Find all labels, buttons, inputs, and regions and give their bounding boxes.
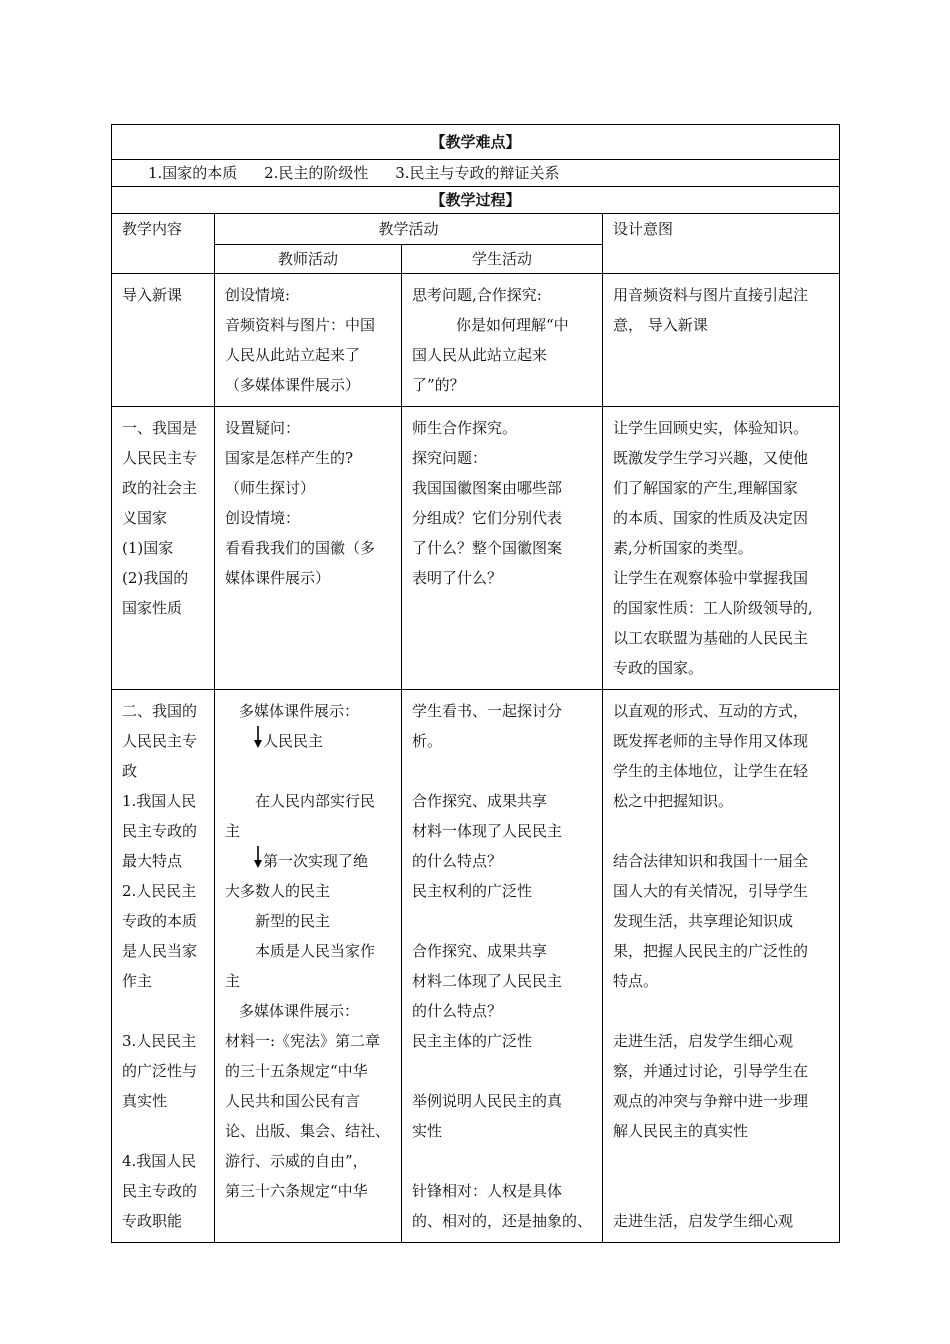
intent-line: 素,分析国家的类型。 — [613, 539, 753, 557]
teacher-line: 大多数人的民主 — [225, 882, 331, 900]
content-line: 是人民当家 — [122, 942, 198, 960]
row3-teacher — [215, 690, 402, 1243]
intent-line: 意， 导入新课 — [613, 316, 708, 334]
spacer — [613, 816, 833, 846]
difficulty-item: 2.民主的阶级性 — [264, 164, 369, 182]
intent-line: 既激发学生学习兴趣，又使他 — [613, 449, 809, 467]
difficulty-item: 3.民主与专政的辩证关系 — [395, 164, 560, 182]
intent-line: 果，把握人民民主的广泛性的 — [613, 942, 809, 960]
teacher-line: 设置疑问： — [225, 419, 301, 437]
intent-line: 特点。 — [613, 972, 659, 990]
spacer — [412, 1146, 596, 1176]
student-line: 表明了什么？ — [412, 569, 503, 587]
teacher-line-text: 人民民主 — [263, 732, 324, 750]
teacher-line: 人民共和国公民有言 — [225, 1092, 361, 1110]
table-row — [112, 274, 840, 407]
down-arrow-icon — [253, 846, 263, 870]
content-line: 人民民主专 — [122, 449, 198, 467]
teacher-line: （师生探讨） — [225, 479, 316, 497]
student-line: 析。 — [412, 732, 443, 750]
teacher-line: 看看我我们的国徽（多 — [225, 539, 376, 557]
content-line: 民主专政的 — [122, 822, 198, 840]
spacer — [613, 1146, 833, 1176]
content-line: 导入新课 — [122, 286, 183, 304]
student-line: 学生看书、一起探讨分 — [412, 702, 563, 720]
difficulty-title: 【教学难点】 — [112, 125, 840, 160]
content-line: 作主 — [122, 972, 153, 990]
spacer — [613, 1176, 833, 1206]
content-line: 一、我国是 — [122, 419, 198, 437]
teacher-line: 国家是怎样产生的? — [225, 449, 354, 467]
row1-teacher — [215, 274, 402, 407]
header-teacher: 教师活动 — [215, 245, 402, 274]
teacher-line: 材料一:《宪法》第二章 — [225, 1032, 381, 1050]
student-line: 举例说明人民民主的真 — [412, 1092, 563, 1110]
intent-line: 国人大的有关情况，引导学生 — [613, 882, 809, 900]
teacher-line: 第三十六条规定“中华 — [225, 1182, 368, 1200]
content-line: 政的社会主 — [122, 479, 198, 497]
header-student: 学生活动 — [402, 245, 603, 274]
table-row — [112, 690, 840, 1243]
content-line: 4.我国人民 — [122, 1152, 197, 1170]
teacher-line: 本质是人民当家作 — [255, 942, 376, 960]
student-line: 合作探究、成果共享 — [412, 792, 548, 810]
content-line: 二、我国的 — [122, 702, 198, 720]
table-row — [112, 407, 840, 690]
teacher-line: 的三十五条规定“中华 — [225, 1062, 368, 1080]
row1-student — [402, 274, 603, 407]
down-arrow-icon — [253, 726, 263, 750]
student-line: 我国国徽图案由哪些部 — [412, 479, 563, 497]
student-line: 实性 — [412, 1122, 443, 1140]
content-line: 政 — [122, 762, 138, 780]
intent-line: 解人民民主的真实性 — [613, 1122, 749, 1140]
teacher-line: 游行、示威的自由”， — [225, 1152, 368, 1170]
content-line: 国家性质 — [122, 599, 183, 617]
lesson-plan-table — [111, 124, 840, 1243]
intent-line: 结合法律知识和我国十一届全 — [613, 852, 809, 870]
intent-line: 的国家性质：工人阶级领导的, — [613, 599, 813, 617]
spacer — [412, 906, 596, 936]
teacher-line: 创设情境: — [225, 286, 291, 304]
row2-content — [112, 407, 215, 690]
teacher-line: 人民从此站立起来了 — [225, 346, 361, 364]
student-line: 的、相对的，还是抽象的、 — [412, 1212, 593, 1230]
student-line: 探究问题： — [412, 449, 488, 467]
intent-line: 让学生回顾史实，体验知识。 — [613, 419, 809, 437]
intent-line: 让学生在观察体验中掌握我国 — [613, 569, 809, 587]
student-line: 思考问题,合作探究: — [412, 286, 542, 304]
row3-student — [402, 690, 603, 1243]
student-line: 民主权利的广泛性 — [412, 882, 533, 900]
content-line: (1)国家 — [122, 539, 174, 557]
spacer — [412, 756, 596, 786]
intent-line: 既发挥老师的主导作用又体现 — [613, 732, 809, 750]
intent-line: 以直观的形式、互动的方式， — [613, 702, 809, 720]
teacher-line: 多媒体课件展示： — [239, 1002, 360, 1020]
student-line: 合作探究、成果共享 — [412, 942, 548, 960]
row1-content — [112, 274, 215, 407]
header-intent: 设计意图 — [603, 214, 840, 274]
intent-line: 以工农联盟为基础的人民民主 — [613, 629, 809, 647]
teacher-line: 音频资料与图片：中国 — [225, 316, 376, 334]
row2-student — [402, 407, 603, 690]
student-line: 分组成？它们分别代表 — [412, 509, 563, 527]
header-content: 教学内容 — [112, 214, 215, 274]
intent-line: 走进生活，启发学生细心观 — [613, 1212, 794, 1230]
teacher-line-text: 第一次实现了绝 — [263, 852, 369, 870]
content-line: 3.人民民主 — [122, 1032, 197, 1050]
content-line: 民主专政的 — [122, 1182, 198, 1200]
teacher-line: 论、出版、集会、结社、 — [225, 1122, 391, 1140]
student-line: 民主主体的广泛性 — [412, 1032, 533, 1050]
content-line: (2)我国的 — [122, 569, 189, 587]
content-line: 专政职能 — [122, 1212, 183, 1230]
student-line: 国人民从此站立起来 — [412, 346, 548, 364]
student-line: 师生合作探究。 — [412, 419, 518, 437]
student-line: 材料二体现了人民民主 — [412, 972, 563, 990]
spacer — [412, 1056, 596, 1086]
intent-line: 松之中把握知识。 — [613, 792, 734, 810]
row1-intent — [603, 274, 840, 407]
spacer — [225, 756, 395, 786]
teacher-line: 创设情境： — [225, 509, 301, 527]
row3-intent — [603, 690, 840, 1243]
intent-line: 的本质、国家的性质及决定因 — [613, 509, 809, 527]
teacher-line: （多媒体课件展示） — [225, 376, 361, 394]
spacer — [122, 996, 208, 1026]
teacher-line-arrow — [225, 846, 395, 876]
intent-line: 们了解国家的产生,理解国家 — [613, 479, 798, 497]
teacher-line: 主 — [225, 972, 241, 990]
content-line: 最大特点 — [122, 852, 183, 870]
content-line: 义国家 — [122, 509, 168, 527]
row3-content — [112, 690, 215, 1243]
content-line: 专政的本质 — [122, 912, 198, 930]
content-line: 人民民主专 — [122, 732, 198, 750]
intent-line: 察，并通过讨论，引导学生在 — [613, 1062, 809, 1080]
student-line: 的什么特点？ — [412, 852, 503, 870]
student-line: 了”的？ — [412, 376, 465, 394]
student-line: 了什么？整个国徽图案 — [412, 539, 563, 557]
content-line: 真实性 — [122, 1092, 168, 1110]
intent-line: 用音频资料与图片直接引起注 — [613, 286, 809, 304]
teacher-line: 多媒体课件展示： — [239, 702, 360, 720]
teacher-line: 在人民内部实行民 — [255, 792, 376, 810]
difficulty-item: 1.国家的本质 — [148, 164, 238, 182]
teacher-line-arrow — [225, 726, 395, 756]
intent-line: 学生的主体地位，让学生在轻 — [613, 762, 809, 780]
intent-line: 发现生活，共享理论知识成 — [613, 912, 794, 930]
intent-line: 走进生活，启发学生细心观 — [613, 1032, 794, 1050]
student-line: 材料一体现了人民民主 — [412, 822, 563, 840]
content-line: 1.我国人民 — [122, 792, 197, 810]
student-line: 针锋相对：人权是具体 — [412, 1182, 563, 1200]
row2-teacher — [215, 407, 402, 690]
student-line: 的什么特点？ — [412, 1002, 503, 1020]
difficulty-items — [112, 160, 840, 187]
student-line: 你是如何理解“中 — [456, 316, 569, 334]
intent-line: 观点的冲突与争辩中进一步理 — [613, 1092, 809, 1110]
teacher-line: 新型的民主 — [255, 912, 331, 930]
teacher-line: 媒体课件展示） — [225, 569, 331, 587]
content-line: 2.人民民主 — [122, 882, 197, 900]
content-line: 的广泛性与 — [122, 1062, 198, 1080]
process-title: 【教学过程】 — [112, 187, 840, 214]
header-activity: 教学活动 — [215, 214, 603, 245]
row2-intent — [603, 407, 840, 690]
spacer — [613, 996, 833, 1026]
spacer — [122, 1116, 208, 1146]
teacher-line: 主 — [225, 822, 241, 840]
intent-line: 专政的国家。 — [613, 659, 704, 677]
